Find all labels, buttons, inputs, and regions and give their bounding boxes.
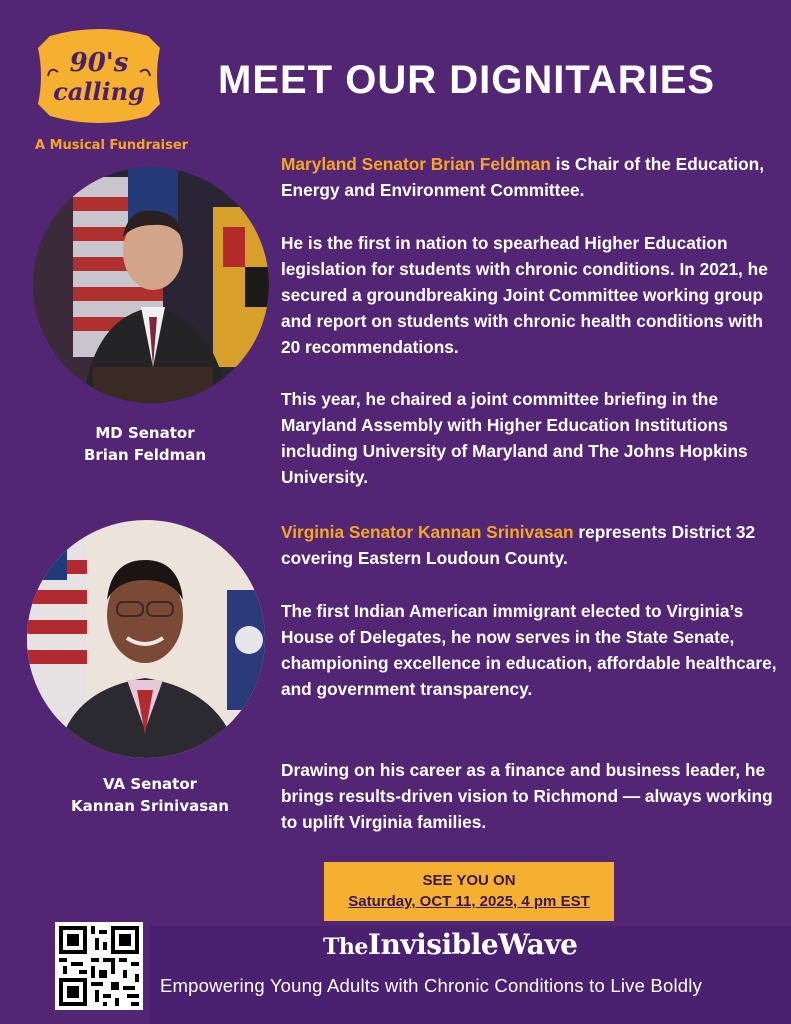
mission-statement: Empowering Young Adults with Chronic Conditions to Live Boldly [160, 975, 703, 996]
organization-logo [323, 928, 577, 961]
logo-text-calling: calling [53, 77, 145, 106]
see-you-on-label: SEE YOU ON [422, 872, 516, 889]
event-date-link[interactable]: Saturday, OCT 11, 2025, 4 pm EST [348, 893, 590, 910]
logo-text-90s: 90's [69, 48, 129, 78]
event-tagline: A Musical Fundraiser [35, 138, 189, 153]
caption-title: VA Senator [102, 775, 198, 793]
brand-the: The [323, 934, 368, 960]
photo-kannan-srinivasan [27, 520, 265, 758]
feldman-paragraph-3: This year, he chaired a joint committee briefing in the Maryland Assembly with Higher Education Institutions including University of Maryland and The Johns Hopkins University. [281, 389, 748, 487]
brand-name: InvisibleWave [367, 928, 578, 961]
feldman-intro [281, 151, 781, 203]
page-title: MEET OUR DIGNITARIES [218, 58, 716, 102]
srinivasan-name-highlight: Virginia Senator Kannan Srinivasan [281, 522, 574, 542]
virginia-flag-shape [227, 590, 265, 710]
caption-brian-feldman [60, 422, 230, 466]
caption-kannan-srinivasan [60, 773, 240, 817]
us-flag-shape [27, 540, 87, 720]
feldman-intro-rest: is Chair of the Education, Energy and Environment Committee. [281, 154, 764, 200]
srinivasan-paragraph-3: Drawing on his career as a finance and business leader, he brings results-driven vision to Richmond — always working to uplift Virginia families. [281, 760, 773, 832]
srinivasan-intro-rest: represents District 32 covering Eastern Loudoun County. [281, 522, 756, 568]
srinivasan-intro [281, 519, 781, 571]
feldman-paragraph-2: He is the first in nation to spearhead Higher Education legislation for students with chronic conditions. In 2021, he secured a groundbreaking Joint Committee working group and report on students with chronic health conditions with 20 recommendations. [281, 233, 768, 357]
maryland-flag-shape [213, 207, 269, 367]
event-logo [32, 26, 166, 126]
srinivasan-paragraph-2: The first Indian American immigrant elected to Virginia’s House of Delegates, he now serves in the State Senate, championing excellence in education, affordable healthcare, and government transparency. [281, 601, 777, 699]
caption-name: Kannan Srinivasan [71, 797, 229, 815]
feldman-name-highlight: Maryland Senator Brian Feldman [281, 154, 551, 174]
event-date-box [324, 862, 614, 921]
caption-title: MD Senator [95, 424, 195, 442]
qr-code[interactable] [55, 922, 143, 1010]
caption-name: Brian Feldman [83, 446, 207, 464]
photo-brian-feldman [33, 167, 269, 403]
